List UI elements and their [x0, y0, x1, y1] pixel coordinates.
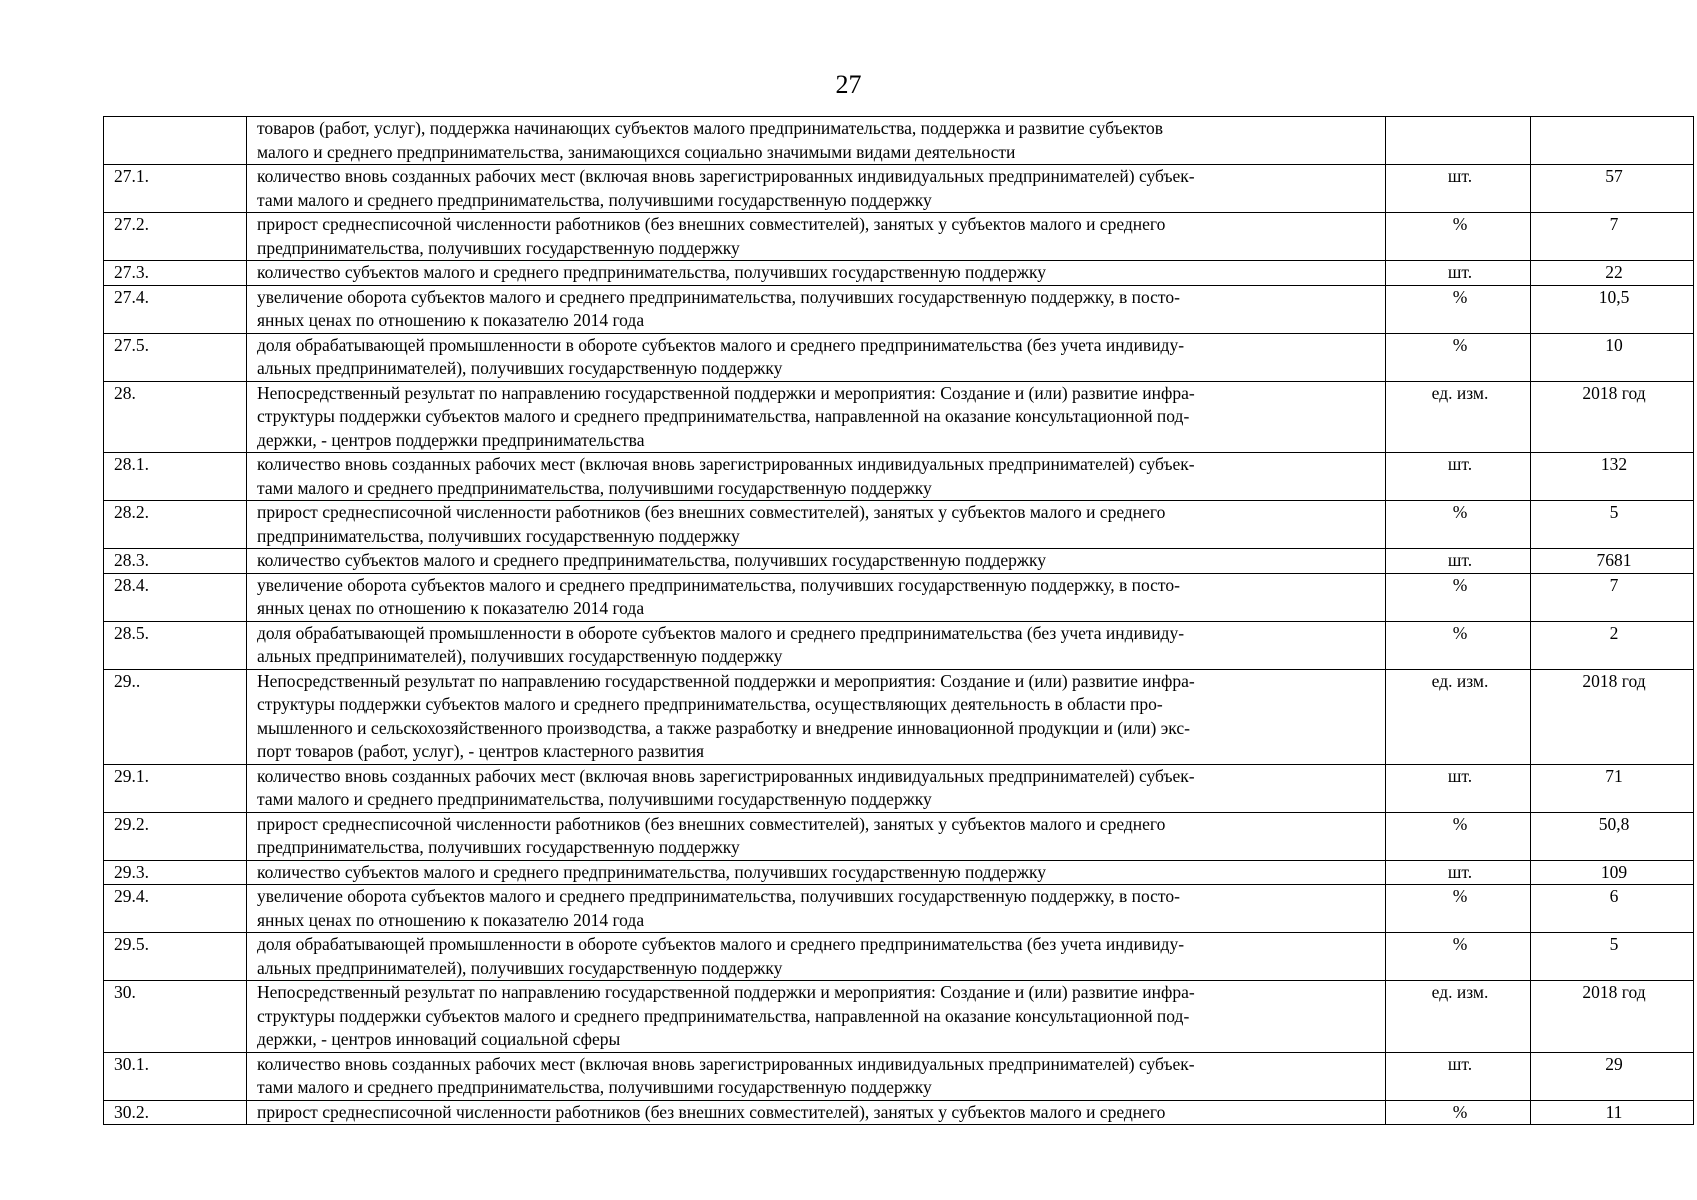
description-line: тами малого и среднего предпринимательства, получившими государственную поддержку [257, 477, 932, 498]
row-unit: % [1386, 501, 1531, 549]
description-line: количество субъектов малого и среднего предпринимательства, получивших государственную поддержку [257, 262, 1046, 282]
row-description [247, 764, 1386, 812]
description-line: мышленного и сельскохозяйственного производства, а также разработку и внедрение инновационной продукции и (или) экс- [257, 717, 1190, 738]
description-line: тами малого и среднего предпринимательства, получившими государственную поддержку [257, 1077, 932, 1097]
row-number: 28.1. [104, 453, 247, 501]
row-unit: ед. изм. [1386, 981, 1531, 1053]
row-unit: шт. [1386, 165, 1531, 213]
row-number: 27.3. [104, 261, 247, 286]
row-value: 22 [1531, 261, 1694, 286]
table-row [104, 1052, 1694, 1100]
row-unit: шт. [1386, 764, 1531, 812]
description-line: янных ценах по отношению к показателю 2014 года [257, 598, 645, 618]
row-unit: % [1386, 285, 1531, 333]
description-line: увеличение оборота субъектов малого и среднего предпринимательства, получивших государственную поддержку, в посто- [257, 574, 1180, 595]
row-description [247, 549, 1386, 574]
description-line: прирост среднесписочной численности работников (без внешних совместителей), занятых у субъектов малого и среднего [257, 1101, 1166, 1122]
table-row [104, 885, 1694, 933]
row-unit: % [1386, 933, 1531, 981]
description-line: альных предпринимателей), получивших государственную поддержку [257, 646, 783, 666]
row-value: 10,5 [1531, 285, 1694, 333]
row-number: 29.2. [104, 812, 247, 860]
table-row [104, 573, 1694, 621]
description-line: Непосредственный результат по направлению государственной поддержки и мероприятия: Создание и (или) развитие инфра- [257, 670, 1195, 691]
description-line: количество вновь созданных рабочих мест (включая вновь зарегистрированных индивидуальных предпринимателей) субъек- [257, 166, 1195, 186]
row-description [247, 333, 1386, 381]
row-unit: шт. [1386, 261, 1531, 286]
table-row [104, 213, 1694, 261]
row-value: 5 [1531, 933, 1694, 981]
row-value: 2 [1531, 621, 1694, 669]
description-line: структуры поддержки субъектов малого и среднего предпринимательства, осуществляющих деятельность в области про- [257, 694, 1163, 714]
table-row [104, 501, 1694, 549]
description-line: прирост среднесписочной численности работников (без внешних совместителей), занятых у субъектов малого и среднего [257, 502, 1166, 522]
table-row [104, 933, 1694, 981]
description-line: количество вновь созданных рабочих мест (включая вновь зарегистрированных индивидуальных предпринимателей) субъек- [257, 765, 1195, 786]
table-row [104, 333, 1694, 381]
description-line: Непосредственный результат по направлению государственной поддержки и мероприятия: Создание и (или) развитие инфра- [257, 382, 1195, 403]
description-line: янных ценах по отношению к показателю 2014 года [257, 909, 645, 930]
row-description [247, 1100, 1386, 1125]
row-unit: % [1386, 1100, 1531, 1125]
row-unit: шт. [1386, 453, 1531, 501]
row-number: 28.2. [104, 501, 247, 549]
row-number: 27.4. [104, 285, 247, 333]
description-line: увеличение оборота субъектов малого и среднего предпринимательства, получивших государственную поддержку, в посто- [257, 286, 1180, 307]
description-line: альных предпринимателей), получивших государственную поддержку [257, 358, 783, 378]
description-line: тами малого и среднего предпринимательства, получившими государственную поддержку [257, 189, 932, 210]
page-number: 27 [835, 70, 862, 99]
table-row [104, 981, 1694, 1053]
row-value: 29 [1531, 1052, 1694, 1100]
row-number: 30.1. [104, 1052, 247, 1100]
description-line: количество субъектов малого и среднего предпринимательства, получивших государственную поддержку [257, 550, 1046, 570]
row-number: 29.1. [104, 764, 247, 812]
row-number: 27.2. [104, 213, 247, 261]
row-description [247, 1052, 1386, 1100]
row-unit: % [1386, 621, 1531, 669]
row-number: 28.5. [104, 621, 247, 669]
row-number: 29.3. [104, 860, 247, 885]
description-line: доля обрабатывающей промышленности в обороте субъектов малого и среднего предпринимательства (без учета индивиду- [257, 334, 1185, 355]
row-description [247, 669, 1386, 764]
description-line: прирост среднесписочной численности работников (без внешних совместителей), занятых у субъектов малого и среднего [257, 813, 1166, 834]
table-row [104, 285, 1694, 333]
table-row [104, 621, 1694, 669]
row-description [247, 860, 1386, 885]
row-description [247, 117, 1386, 165]
row-number: 30.2. [104, 1100, 247, 1125]
description-line: держки, - центров инноваций социальной сферы [257, 1029, 621, 1049]
row-description [247, 453, 1386, 501]
row-unit [1386, 117, 1531, 165]
description-line: структуры поддержки субъектов малого и среднего предпринимательства, направленной на оказание консультационной под- [257, 1005, 1190, 1026]
description-line: альных предпринимателей), получивших государственную поддержку [257, 957, 783, 978]
row-value: 2018 год [1531, 981, 1694, 1053]
row-value: 7681 [1531, 549, 1694, 574]
row-description [247, 213, 1386, 261]
table-row [104, 549, 1694, 574]
row-number: 28.4. [104, 573, 247, 621]
row-unit: шт. [1386, 1052, 1531, 1100]
row-number: 27.1. [104, 165, 247, 213]
indicators-table [103, 116, 1694, 1125]
row-value: 6 [1531, 885, 1694, 933]
description-line: предпринимательства, получивших государственную поддержку [257, 237, 740, 258]
table-body [104, 117, 1694, 1125]
row-number [104, 117, 247, 165]
description-line: структуры поддержки субъектов малого и среднего предпринимательства, направленной на оказание консультационной под- [257, 406, 1190, 426]
row-unit: % [1386, 812, 1531, 860]
row-unit: ед. изм. [1386, 669, 1531, 764]
row-unit: % [1386, 885, 1531, 933]
description-line: тами малого и среднего предпринимательства, получившими государственную поддержку [257, 789, 932, 809]
row-unit: шт. [1386, 860, 1531, 885]
row-description [247, 285, 1386, 333]
row-number: 29.. [104, 669, 247, 764]
row-description [247, 933, 1386, 981]
row-value: 132 [1531, 453, 1694, 501]
row-value: 109 [1531, 860, 1694, 885]
table-row [104, 1100, 1694, 1125]
row-value: 57 [1531, 165, 1694, 213]
row-description [247, 885, 1386, 933]
description-line: увеличение оборота субъектов малого и среднего предпринимательства, получивших государственную поддержку, в посто- [257, 886, 1180, 906]
row-value: 7 [1531, 213, 1694, 261]
row-unit: % [1386, 333, 1531, 381]
row-unit: ед. изм. [1386, 381, 1531, 453]
row-value: 2018 год [1531, 381, 1694, 453]
row-description [247, 381, 1386, 453]
row-unit: шт. [1386, 549, 1531, 574]
description-line: доля обрабатывающей промышленности в обороте субъектов малого и среднего предпринимательства (без учета индивиду- [257, 622, 1185, 643]
description-line: малого и среднего предпринимательства, занимающихся социально значимыми видами деятельности [257, 141, 1016, 162]
row-number: 30. [104, 981, 247, 1053]
description-line: прирост среднесписочной численности работников (без внешних совместителей), занятых у субъектов малого и среднего [257, 214, 1166, 234]
row-value: 7 [1531, 573, 1694, 621]
row-description [247, 981, 1386, 1053]
table-row [104, 453, 1694, 501]
row-description [247, 573, 1386, 621]
table-row [104, 764, 1694, 812]
row-value: 2018 год [1531, 669, 1694, 764]
row-value: 50,8 [1531, 812, 1694, 860]
description-line: порт товаров (работ, услуг), - центров кластерного развития [257, 741, 705, 761]
row-value [1531, 117, 1694, 165]
row-value: 71 [1531, 764, 1694, 812]
row-number: 27.5. [104, 333, 247, 381]
row-number: 29.4. [104, 885, 247, 933]
row-description [247, 165, 1386, 213]
table-row [104, 381, 1694, 453]
row-unit: % [1386, 213, 1531, 261]
row-number: 29.5. [104, 933, 247, 981]
table-row [104, 669, 1694, 764]
description-line: количество вновь созданных рабочих мест (включая вновь зарегистрированных индивидуальных предпринимателей) субъек- [257, 454, 1195, 474]
row-number: 28.3. [104, 549, 247, 574]
row-description [247, 621, 1386, 669]
description-line: янных ценах по отношению к показателю 2014 года [257, 310, 645, 330]
description-line: Непосредственный результат по направлению государственной поддержки и мероприятия: Создание и (или) развитие инфра- [257, 982, 1195, 1002]
table-row [104, 165, 1694, 213]
row-value: 10 [1531, 333, 1694, 381]
table-row [104, 261, 1694, 286]
table-row [104, 812, 1694, 860]
row-number: 28. [104, 381, 247, 453]
description-line: количество вновь созданных рабочих мест (включая вновь зарегистрированных индивидуальных предпринимателей) субъек- [257, 1053, 1195, 1074]
table-row [104, 117, 1694, 165]
description-line: товаров (работ, услуг), поддержка начинающих субъектов малого предпринимательства, поддержка и развитие субъектов [257, 118, 1164, 138]
description-line: предпринимательства, получивших государственную поддержку [257, 525, 740, 546]
row-unit: % [1386, 573, 1531, 621]
row-description [247, 261, 1386, 286]
table-row [104, 860, 1694, 885]
row-description [247, 501, 1386, 549]
row-description [247, 812, 1386, 860]
description-line: доля обрабатывающей промышленности в обороте субъектов малого и среднего предпринимательства (без учета индивиду- [257, 934, 1185, 954]
row-value: 5 [1531, 501, 1694, 549]
row-value: 11 [1531, 1100, 1694, 1125]
description-line: количество субъектов малого и среднего предпринимательства, получивших государственную поддержку [257, 861, 1046, 882]
description-line: держки, - центров поддержки предпринимательства [257, 429, 645, 450]
description-line: предпринимательства, получивших государственную поддержку [257, 837, 740, 857]
